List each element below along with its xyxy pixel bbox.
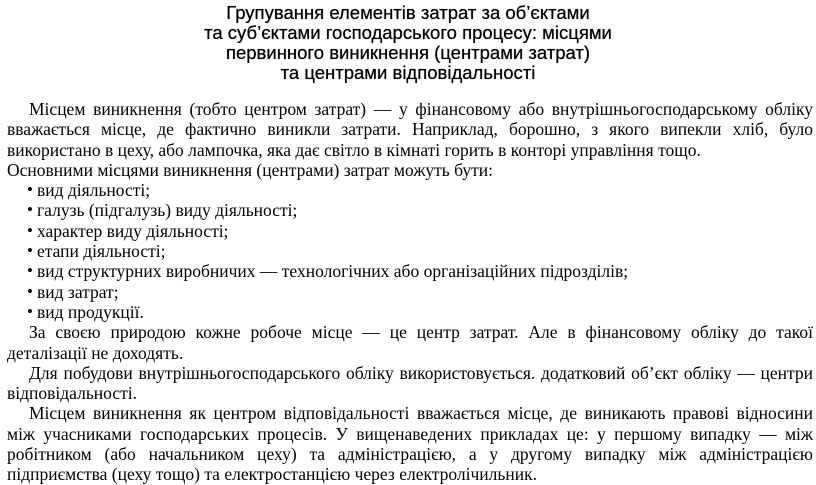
paragraph-workplace: За своєю природою кожне робоче місце — це центр затрат. Але в фінансовому обліку до такої деталізації не доходять. [7,322,813,363]
cost-center-list [7,180,813,322]
title-line-4: та центрами відповідальності [280,62,536,83]
document-body [7,99,813,485]
title-line-1: Групування елементів затрат за об’єктами [226,2,590,23]
list-item: • характер виду діяльності; [7,221,813,241]
list-item: • етапи діяльності; [7,241,813,261]
paragraph-list-intro: Основними місцями виникнення (центрами) затрат можуть бути: [7,159,494,180]
title-line-2: та суб’єктами господарського процесу: місцями [204,22,612,43]
paragraph-responsibility-intro: Для побудови внутрішньогосподарського обліку використовується. додатковий об’єкт обліку — центри відповідальності. [7,362,813,404]
list-item: • вид структурних виробничих — технологічних або організаційних підрозділів; [7,261,813,281]
list-item: • галузь (підгалузь) виду діяльності; [7,200,813,220]
list-item: • вид затрат; [7,282,813,302]
paragraph-cost-center-definition: Місцем виникнення (тобто центром затрат) — у фінансовому або внутрішньогосподарському обліку вважається місце, де фактично виникли затрати. Наприклад, борошно, з якого випекли хліб, було використано в цеху, або лампочка, яка дає світло в кімнаті горить в конторі управління тощо. [7,99,813,160]
title-line-3: первинного виникнення (центрами затрат) [225,42,591,63]
list-item: • вид діяльності; [7,180,813,200]
page-title [0,0,816,83]
paragraph-responsibility-center: Місцем виникнення як центром відповідальності вважається місце, де виникають правові відносини між учасниками господарських процесів. У вищенаведених прикладах це: у першому випадку — між робітником (або начальником цеху) та адміністрацією, а у другому випадку між адміністрацією підприємства (цеху тощо) та електростанцією через електролічильник. [7,403,813,485]
list-item: • вид продукції. [7,302,813,322]
